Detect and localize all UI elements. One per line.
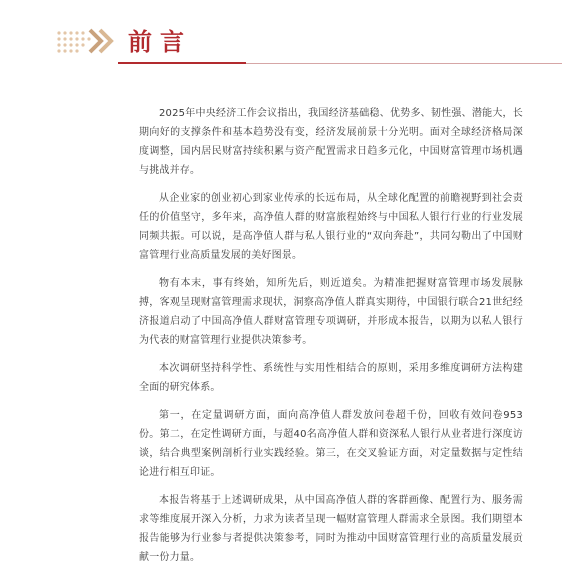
paragraph: 2025年中央经济工作会议指出，我国经济基础稳、优势多、韧性强、潜能大，长期向好的支撑条件和基本趋势没有变，经济发展前景十分光明。面对全球经济格局深度调整，国内居民财富持续积累与资产配置需求日趋多元化，中国财富管理市场机遇与挑战并存。 — [139, 108, 523, 176]
page-header — [0, 0, 566, 70]
paragraph: 物有本末，事有终始，知所先后，则近道矣。为精准把握财富管理市场发展脉搏，客观呈现财富管理需求现状，洞察高净值人群真实期待，中国银行联合21世纪经济报道启动了中国高净值人群财富管理专项调研，并形成本报告，以期为以私人银行为代表的财富管理行业提供决策参考。 — [139, 278, 523, 346]
paragraph: 从企业家的创业初心到家业传承的长远布局，从全球化配置的前瞻视野到社会责任的价值坚守，多年来，高净值人群的财富旅程始终与中国私人银行行业的行业发展同频共振。可以说，是高净值人群与私人银行业的“双向奔赴”，共同勾勒出了中国财富管理行业高质量发展的美好图景。 — [139, 193, 523, 261]
paragraph: 本报告将基于上述调研成果，从中国高净值人群的客群画像、配置行为、服务需求等维度展开深入分析，力求为读者呈现一幅财富管理人群需求全景图。我们期望本报告能够为行业参与者提供决策参考，同时为推动中国财富管理行业的高质量发展贡献一份力量。 — [139, 495, 523, 563]
title-underline-accent — [118, 62, 246, 64]
paragraph: 第一，在定量调研方面，面向高净值人群发放问卷超千份，回收有效问卷953份。第二，在定性调研方面，与超40名高净值人群和资深私人银行从业者进行深度访谈，结合典型案例剖析行业实践经验。第三，在交叉验证方面，对定量数据与定性结论进行相互印证。 — [139, 410, 523, 478]
title-underline — [246, 63, 562, 64]
preface-body — [139, 104, 523, 576]
chevron-dots-icon — [56, 28, 114, 54]
paragraph: 本次调研坚持科学性、系统性与实用性相结合的原则，采用多维度调研方法构建全面的研究体系。 — [139, 363, 523, 393]
page-title: 前言 — [128, 28, 192, 56]
